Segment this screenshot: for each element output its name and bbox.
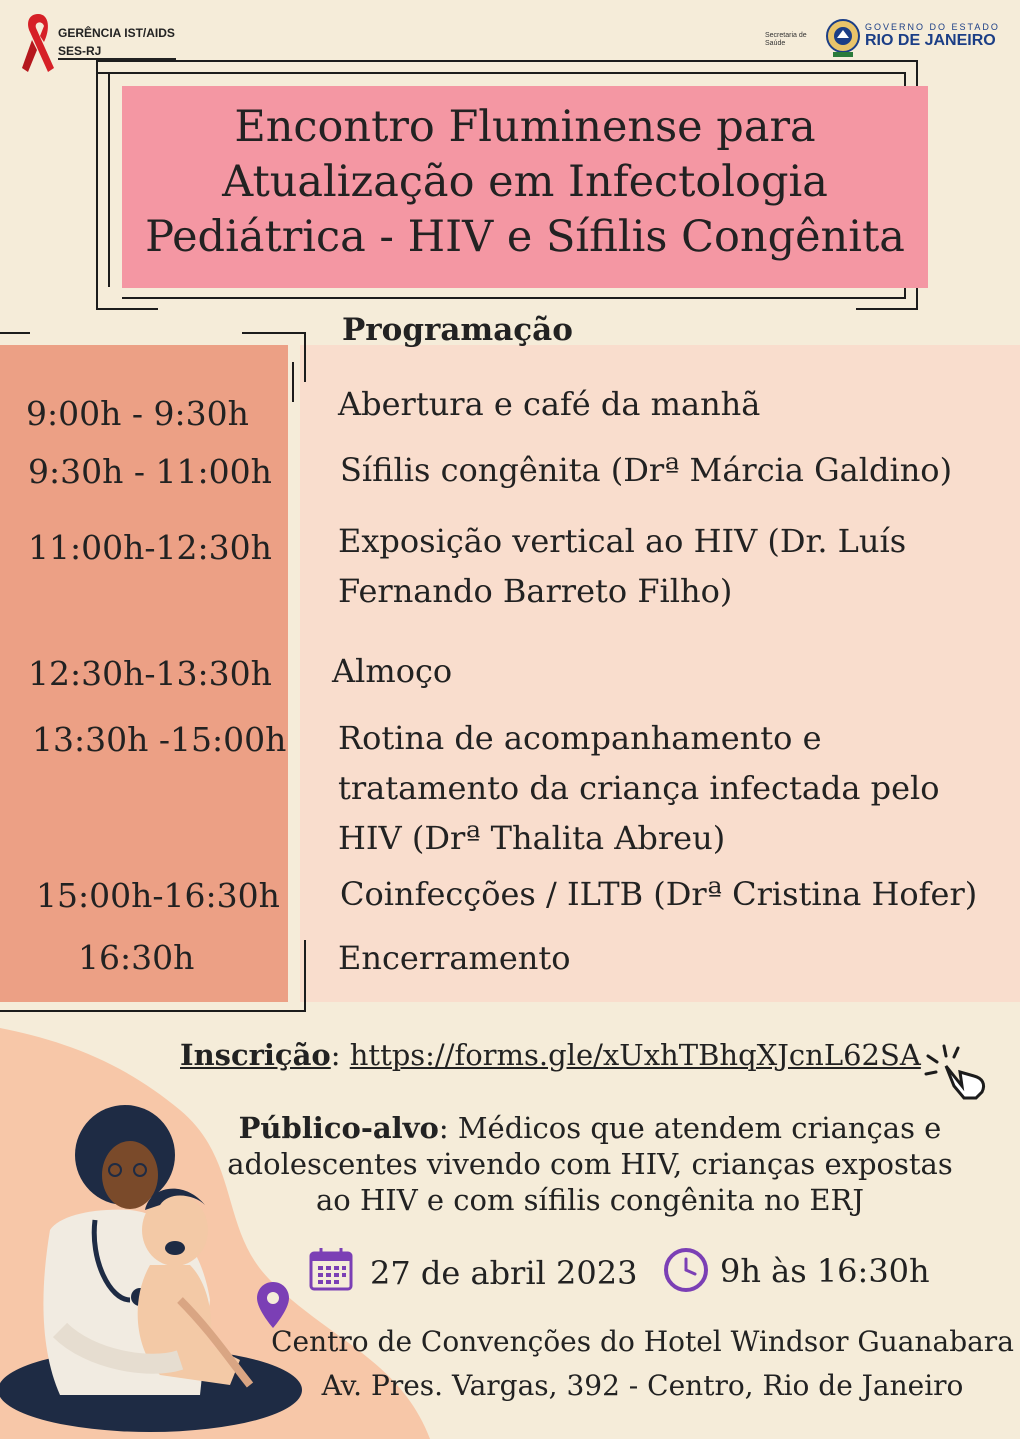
event-venue (270, 1320, 1015, 1408)
event-date: 27 de abril 2023 (370, 1254, 638, 1292)
frame-line-bottom-left (96, 308, 158, 310)
title-box (122, 86, 928, 288)
program-event-7: Encerramento (338, 939, 571, 977)
program-time-6: 15:00h-16:30h (36, 876, 280, 915)
target-audience (220, 1110, 960, 1218)
time-frame-right-inner (292, 362, 294, 402)
org-subname: SES-RJ (58, 44, 102, 58)
calendar-icon (308, 1246, 354, 1292)
time-frame-top-left (0, 332, 30, 334)
program-time-2: 9:30h - 11:00h (28, 452, 272, 491)
frame-line-bottom-right (856, 308, 918, 310)
frame-line-left (96, 60, 98, 310)
page-title: Encontro Fluminense para Atualização em Infectologia Pediátrica - HIV e Sífilis Congênita (145, 102, 905, 262)
org-name: GERÊNCIA IST/AIDS (58, 26, 175, 40)
program-event-2: Sífilis congênita (Drª Márcia Galdino) (340, 451, 953, 489)
program-time-1: 9:00h - 9:30h (26, 394, 249, 433)
frame-line-bottom-inner (122, 297, 906, 299)
pointing-hand-click-icon (924, 1042, 992, 1102)
venue-name: Centro de Convenções do Hotel Windsor Guanabara (271, 1325, 1014, 1358)
program-event-1: Abertura e café da manhã (338, 385, 761, 423)
red-ribbon-icon (20, 10, 56, 76)
gerencia-ist-aids-logo (20, 10, 200, 80)
gov-state-name: RIO DE JANEIRO (865, 32, 996, 49)
program-time-5: 13:30h -15:00h (32, 720, 287, 759)
program-event-6: Coinfecções / ILTB (Drª Cristina Hofer) (340, 875, 978, 913)
registration-link[interactable]: https://forms.gle/xUxhTBhqXJcnL62SA (349, 1038, 921, 1072)
program-time-4: 12:30h-13:30h (28, 654, 272, 693)
registration-line: Inscrição: https://forms.gle/xUxhTBhqXJcnL62SA (180, 1038, 921, 1072)
frame-line-left-inner (108, 72, 110, 287)
time-frame-top-right (242, 332, 306, 334)
event-hours: 9h às 16:30h (720, 1252, 930, 1290)
audience-text: : Médicos que atendem crianças e adolescentes vivendo com HIV, crianças expostas ao HIV e com sífilis congênita no ERJ (227, 1111, 953, 1217)
program-time-7: 16:30h (78, 938, 195, 977)
frame-line-top (96, 60, 918, 62)
program-event-3: Exposição vertical ao HIV (Dr. Luís Fernando Barreto Filho) (338, 522, 907, 610)
venue-address: Av. Pres. Vargas, 392 - Centro, Rio de Janeiro (321, 1369, 964, 1402)
time-frame-right-top (304, 332, 306, 382)
program-heading: Programação (342, 312, 573, 348)
governo-rj-logo (765, 12, 1005, 62)
frame-line-top-inner (96, 72, 906, 74)
program-event-4: Almoço (332, 652, 453, 690)
audience-label: Público-alvo (238, 1111, 439, 1145)
program-event-5: Rotina de acompanhamento e tratamento da criança infectada pelo HIV (Drª Thalita Abreu) (338, 719, 940, 857)
secretaria-label: Secretaria de Saúde (765, 32, 807, 47)
registration-label: Inscrição (180, 1038, 331, 1072)
state-seal-icon (825, 14, 861, 60)
clock-icon (662, 1246, 710, 1294)
program-time-3: 11:00h-12:30h (28, 528, 272, 567)
gov-label: GOVERNO DO ESTADO (865, 22, 1000, 32)
